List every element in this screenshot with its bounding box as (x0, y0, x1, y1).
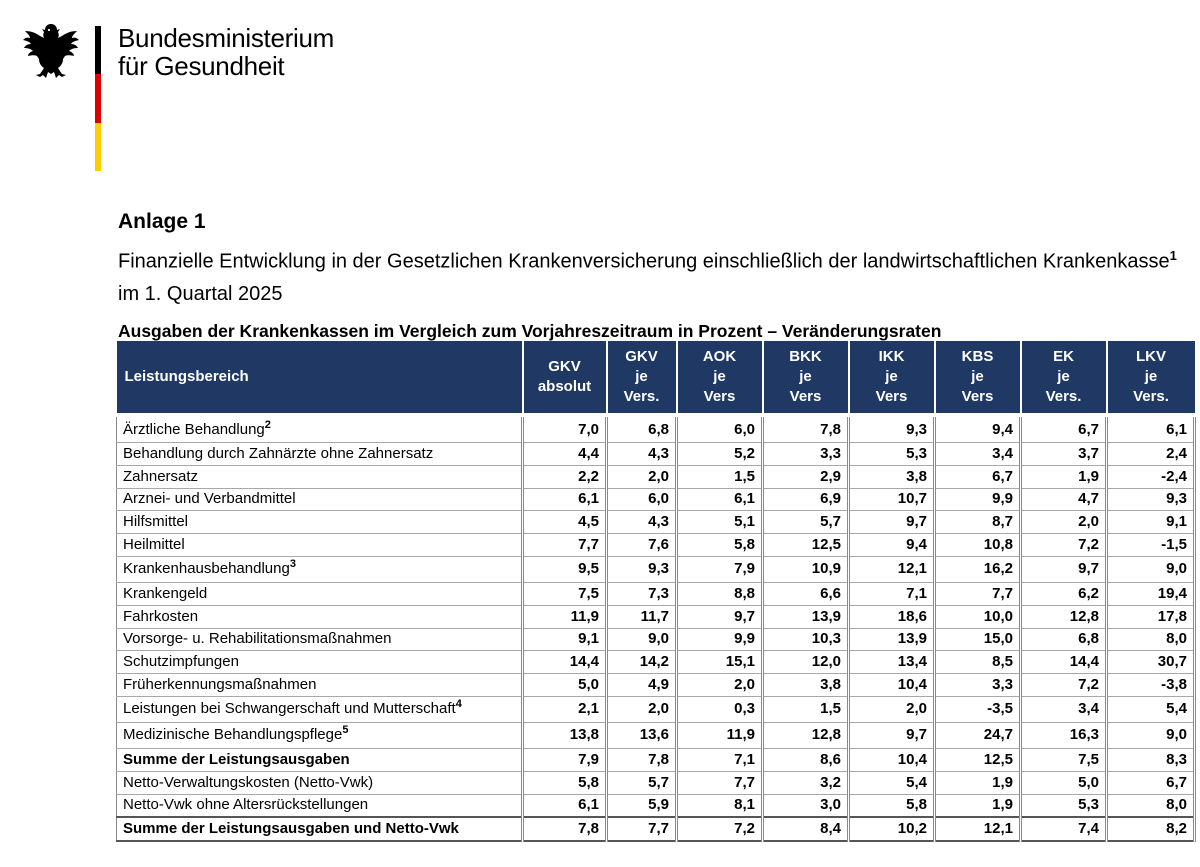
value-cell: 3,4 (935, 443, 1021, 466)
value-cell: 3,3 (763, 443, 849, 466)
row-label-text: Vorsorge- u. Rehabilitationsmaßnahmen (123, 630, 392, 648)
value-cell: 5,7 (763, 511, 849, 534)
value-cell: 11,7 (607, 605, 677, 628)
value-cell: 5,8 (677, 534, 763, 557)
table-row (117, 674, 1195, 697)
value-cell: -3,8 (1107, 674, 1195, 697)
value-cell: 9,0 (607, 628, 677, 651)
value-cell: 8,6 (763, 748, 849, 771)
value-cell: 7,9 (677, 556, 763, 582)
value-cell: 10,9 (763, 556, 849, 582)
value-cell: 5,4 (849, 771, 935, 794)
row-label-text: Summe der Leistungsausgaben (123, 750, 350, 768)
value-cell: 13,9 (763, 605, 849, 628)
value-cell: 8,0 (1107, 628, 1195, 651)
value-cell: 7,7 (677, 771, 763, 794)
value-cell: 10,4 (849, 674, 935, 697)
row-label-text: Hilfsmittel (123, 513, 189, 531)
value-cell: 8,3 (1107, 748, 1195, 771)
row-label (117, 556, 523, 582)
row-label (117, 696, 523, 722)
col-header: LKV je Vers. (1107, 341, 1195, 413)
row-label-text: Netto-Vwk ohne Altersrückstellungen (123, 796, 369, 814)
value-cell: 9,9 (677, 628, 763, 651)
value-cell: 7,4 (1021, 817, 1107, 841)
table-row (117, 817, 1195, 841)
value-cell: 14,4 (523, 651, 607, 674)
value-cell: 5,3 (849, 443, 935, 466)
value-cell: 3,4 (1021, 696, 1107, 722)
table-row (117, 771, 1195, 794)
table-row (117, 605, 1195, 628)
ministry-line-1: Bundesministerium (118, 23, 334, 53)
value-cell: 17,8 (1107, 605, 1195, 628)
value-cell: 1,9 (1021, 465, 1107, 488)
annex-heading: Anlage 1 (118, 210, 206, 233)
row-label (117, 794, 523, 817)
value-cell: 15,1 (677, 651, 763, 674)
footnote-ref: 5 (342, 724, 349, 737)
value-cell: 6,9 (763, 488, 849, 511)
row-label-text: Heilmittel (123, 536, 185, 554)
value-cell: 5,4 (1107, 696, 1195, 722)
footnote-ref: 3 (289, 558, 296, 571)
value-cell: 18,6 (849, 605, 935, 628)
value-cell: 7,2 (1021, 534, 1107, 557)
value-cell: 7,8 (763, 417, 849, 443)
row-label (117, 605, 523, 628)
footnote-ref: 4 (455, 698, 462, 711)
value-cell: 1,9 (935, 794, 1021, 817)
value-cell: 10,8 (935, 534, 1021, 557)
row-label-text: Medizinische Behandlungspflege (123, 726, 343, 744)
title-footnote-ref: 1 (1169, 248, 1177, 263)
row-label-text: Leistungen bei Schwangerschaft und Mutterschaft (123, 700, 456, 718)
table-row (117, 748, 1195, 771)
row-label-text: Zahnersatz (123, 467, 199, 485)
table-caption: Ausgaben der Krankenkassen im Vergleich zum Vorjahreszeitraum in Prozent – Veränderungsraten (118, 321, 942, 341)
value-cell: 12,1 (935, 817, 1021, 841)
value-cell: 7,5 (523, 582, 607, 605)
table-row (117, 696, 1195, 722)
value-cell: 24,7 (935, 722, 1021, 748)
value-cell: 12,8 (1021, 605, 1107, 628)
col-header: IKK je Vers (849, 341, 935, 413)
table-row (117, 417, 1195, 443)
col-header: GKV je Vers. (607, 341, 677, 413)
value-cell: 5,0 (1021, 771, 1107, 794)
value-cell: 4,9 (607, 674, 677, 697)
value-cell: 0,3 (677, 696, 763, 722)
value-cell: 9,0 (1107, 556, 1195, 582)
value-cell: 7,7 (523, 534, 607, 557)
value-cell: 9,0 (1107, 722, 1195, 748)
row-label-text: Summe der Leistungsausgaben und Netto-Vwk (123, 820, 459, 838)
value-cell: 10,2 (849, 817, 935, 841)
value-cell: 2,0 (607, 465, 677, 488)
value-cell: 8,2 (1107, 817, 1195, 841)
table-body (117, 413, 1195, 841)
value-cell: 14,4 (1021, 651, 1107, 674)
row-label-text: Schutzimpfungen (123, 653, 239, 671)
footnote-ref: 2 (264, 418, 271, 431)
ministry-name (118, 24, 334, 80)
value-cell: 7,7 (607, 817, 677, 841)
value-cell: 6,1 (523, 794, 607, 817)
value-cell: 12,5 (935, 748, 1021, 771)
row-label (117, 628, 523, 651)
value-cell: 9,5 (523, 556, 607, 582)
table-header-row (117, 341, 1195, 413)
value-cell: 1,5 (763, 696, 849, 722)
row-label (117, 817, 523, 841)
value-cell: 6,7 (1021, 417, 1107, 443)
col-header: GKV absolut (523, 341, 607, 413)
value-cell: 13,4 (849, 651, 935, 674)
table-row (117, 488, 1195, 511)
value-cell: 3,2 (763, 771, 849, 794)
value-cell: 7,1 (849, 582, 935, 605)
value-cell: 8,5 (935, 651, 1021, 674)
value-cell: 12,5 (763, 534, 849, 557)
value-cell: 13,6 (607, 722, 677, 748)
value-cell: 9,4 (935, 417, 1021, 443)
value-cell: 8,0 (1107, 794, 1195, 817)
value-cell: 8,4 (763, 817, 849, 841)
ministry-line-2: für Gesundheit (118, 51, 285, 81)
row-label (117, 582, 523, 605)
value-cell: 7,6 (607, 534, 677, 557)
value-cell: 19,4 (1107, 582, 1195, 605)
value-cell: 6,6 (763, 582, 849, 605)
value-cell: 5,7 (607, 771, 677, 794)
value-cell: 7,2 (677, 817, 763, 841)
value-cell: -3,5 (935, 696, 1021, 722)
value-cell: 13,9 (849, 628, 935, 651)
table-row (117, 511, 1195, 534)
value-cell: 4,7 (1021, 488, 1107, 511)
row-label (117, 722, 523, 748)
value-cell: 12,1 (849, 556, 935, 582)
value-cell: 6,1 (677, 488, 763, 511)
value-cell: 9,7 (677, 605, 763, 628)
value-cell: 7,3 (607, 582, 677, 605)
value-cell: 8,8 (677, 582, 763, 605)
value-cell: 3,0 (763, 794, 849, 817)
row-label (117, 417, 523, 443)
value-cell: 3,8 (763, 674, 849, 697)
value-cell: 5,1 (677, 511, 763, 534)
value-cell: 12,8 (763, 722, 849, 748)
value-cell: 2,0 (1021, 511, 1107, 534)
row-label (117, 674, 523, 697)
value-cell: 9,7 (1021, 556, 1107, 582)
row-label-text: Netto-Verwaltungskosten (Netto-Vwk) (123, 773, 374, 791)
value-cell: 11,9 (523, 605, 607, 628)
value-cell: 12,0 (763, 651, 849, 674)
value-cell: 6,1 (1107, 417, 1195, 443)
value-cell: 13,8 (523, 722, 607, 748)
value-cell: 4,5 (523, 511, 607, 534)
col-header: Leistungsbereich (117, 341, 523, 413)
value-cell: 5,0 (523, 674, 607, 697)
value-cell: 10,0 (935, 605, 1021, 628)
col-header: BKK je Vers (763, 341, 849, 413)
row-label (117, 488, 523, 511)
value-cell: 8,7 (935, 511, 1021, 534)
row-label (117, 651, 523, 674)
value-cell: 9,4 (849, 534, 935, 557)
table-row (117, 794, 1195, 817)
value-cell: 16,3 (1021, 722, 1107, 748)
col-header: AOK je Vers (677, 341, 763, 413)
value-cell: 7,5 (1021, 748, 1107, 771)
value-cell: 6,7 (935, 465, 1021, 488)
col-header: KBS je Vers (935, 341, 1021, 413)
value-cell: 2,1 (523, 696, 607, 722)
row-label-text: Krankenhausbehandlung (123, 560, 290, 578)
value-cell: 15,0 (935, 628, 1021, 651)
value-cell: 14,2 (607, 651, 677, 674)
value-cell: 5,8 (523, 771, 607, 794)
value-cell: 4,3 (607, 443, 677, 466)
value-cell: 2,9 (763, 465, 849, 488)
value-cell: 9,3 (607, 556, 677, 582)
table-row (117, 582, 1195, 605)
value-cell: 9,3 (849, 417, 935, 443)
value-cell: 5,8 (849, 794, 935, 817)
value-cell: 7,0 (523, 417, 607, 443)
title-period: im 1. Quartal 2025 (118, 282, 283, 305)
table-row (117, 722, 1195, 748)
value-cell: 6,0 (607, 488, 677, 511)
value-cell: 4,4 (523, 443, 607, 466)
german-flag-stripe (95, 26, 101, 171)
title-main: Finanzielle Entwicklung in der Gesetzlichen Krankenversicherung einschließlich der landwirtschaftlichen Krankenkasse (118, 250, 1170, 273)
document-title (118, 240, 1188, 310)
col-header: EK je Vers. (1021, 341, 1107, 413)
value-cell: 3,7 (1021, 443, 1107, 466)
table-row (117, 628, 1195, 651)
value-cell: 7,1 (677, 748, 763, 771)
row-label (117, 511, 523, 534)
federal-eagle-icon (22, 22, 80, 82)
value-cell: 16,2 (935, 556, 1021, 582)
value-cell: 3,3 (935, 674, 1021, 697)
value-cell: 6,8 (607, 417, 677, 443)
value-cell: 6,1 (523, 488, 607, 511)
value-cell: 10,7 (849, 488, 935, 511)
row-label-text: Arznei- und Verbandmittel (123, 490, 296, 508)
value-cell: 5,9 (607, 794, 677, 817)
value-cell: 9,3 (1107, 488, 1195, 511)
value-cell: 9,7 (849, 511, 935, 534)
value-cell: 7,7 (935, 582, 1021, 605)
row-label (117, 771, 523, 794)
value-cell: 3,8 (849, 465, 935, 488)
value-cell: 5,2 (677, 443, 763, 466)
value-cell: 9,1 (523, 628, 607, 651)
value-cell: 1,9 (935, 771, 1021, 794)
value-cell: -1,5 (1107, 534, 1195, 557)
value-cell: 9,1 (1107, 511, 1195, 534)
value-cell: -2,4 (1107, 465, 1195, 488)
value-cell: 7,8 (523, 817, 607, 841)
value-cell: 9,7 (849, 722, 935, 748)
value-cell: 10,4 (849, 748, 935, 771)
value-cell: 7,8 (607, 748, 677, 771)
table-row (117, 651, 1195, 674)
value-cell: 2,2 (523, 465, 607, 488)
row-label (117, 465, 523, 488)
value-cell: 7,9 (523, 748, 607, 771)
value-cell: 5,3 (1021, 794, 1107, 817)
value-cell: 10,3 (763, 628, 849, 651)
value-cell: 6,8 (1021, 628, 1107, 651)
value-cell: 11,9 (677, 722, 763, 748)
row-label-text: Ärztliche Behandlung (123, 420, 265, 438)
value-cell: 2,0 (849, 696, 935, 722)
row-label (117, 748, 523, 771)
value-cell: 30,7 (1107, 651, 1195, 674)
row-label-text: Krankengeld (123, 584, 208, 602)
expenditure-table (116, 341, 1196, 842)
value-cell: 8,1 (677, 794, 763, 817)
row-label-text: Fahrkosten (123, 607, 199, 625)
value-cell: 1,5 (677, 465, 763, 488)
table-row (117, 556, 1195, 582)
value-cell: 2,0 (677, 674, 763, 697)
table-row (117, 465, 1195, 488)
value-cell: 7,2 (1021, 674, 1107, 697)
value-cell: 6,7 (1107, 771, 1195, 794)
value-cell: 9,9 (935, 488, 1021, 511)
table-row (117, 534, 1195, 557)
value-cell: 6,0 (677, 417, 763, 443)
value-cell: 2,4 (1107, 443, 1195, 466)
value-cell: 4,3 (607, 511, 677, 534)
row-label-text: Behandlung durch Zahnärzte ohne Zahnersatz (123, 444, 434, 462)
table-row (117, 443, 1195, 466)
row-label (117, 534, 523, 557)
value-cell: 2,0 (607, 696, 677, 722)
value-cell: 6,2 (1021, 582, 1107, 605)
row-label (117, 443, 523, 466)
row-label-text: Früherkennungsmaßnahmen (123, 676, 317, 694)
